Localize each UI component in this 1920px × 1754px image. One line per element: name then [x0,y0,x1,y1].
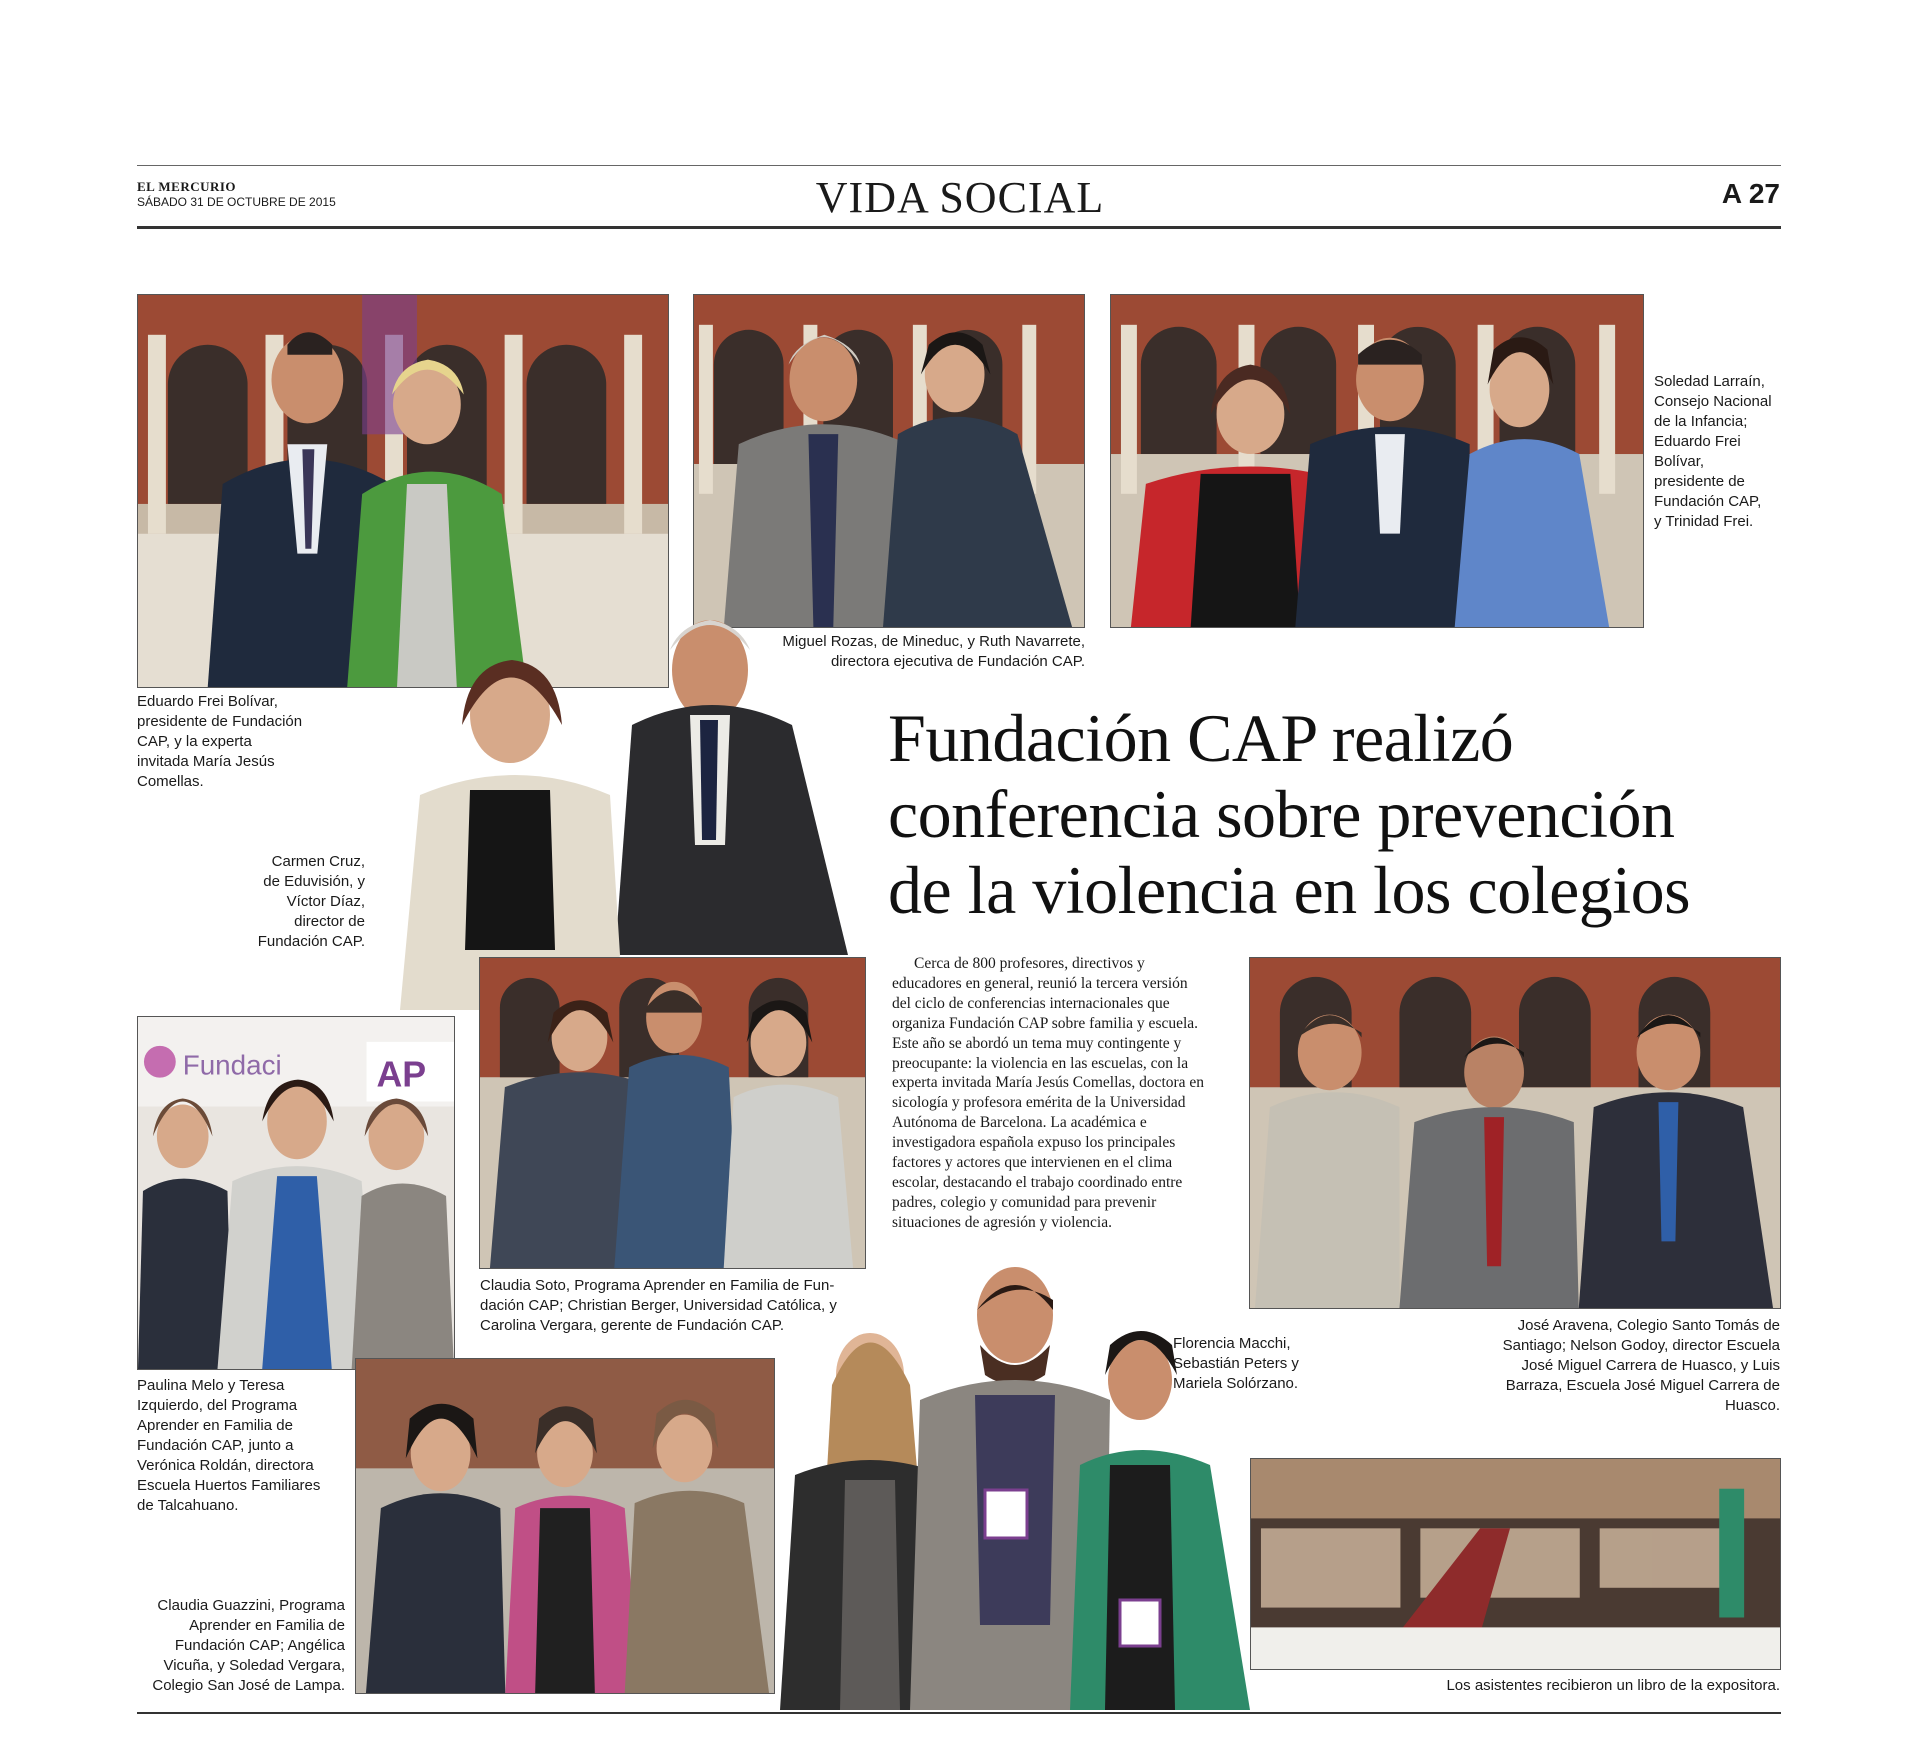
article-headline [888,700,1778,928]
caption-line: Verónica Roldán, directora [137,1457,314,1474]
caption-line: Soledad Larraín, [1654,373,1765,390]
caption-line: Eduardo Frei [1654,433,1741,450]
page-number: A 27 [1721,178,1780,209]
headline-line: de la violencia en los colegios [888,852,1691,928]
caption-line: de Eduvisión, y [263,873,365,890]
caption-guazzini-vicuna [137,1596,345,1696]
caption-line: Mariela Solórzano. [1173,1375,1299,1392]
caption-line: Comellas. [137,773,204,790]
banner-fragment-left: Fundaci [182,1049,282,1081]
caption-line: Aprender en Familia de [137,1417,293,1434]
photo-soto-berger [479,957,866,1269]
caption-line: de Talcahuano. [137,1497,239,1514]
caption-line: Claudia Guazzini, Programa [157,1597,345,1614]
caption-line: Izquierdo, del Programa [137,1397,298,1414]
caption-line: Eduardo Frei Bolívar, [137,693,278,710]
caption-line: Huasco. [1724,1397,1780,1414]
caption-macchi-peters [1173,1334,1333,1394]
headline-line: conferencia sobre prevención [888,776,1675,852]
caption-line: Santiago; Nelson Godoy, director Escuela [1502,1337,1780,1354]
caption-line: Claudia Soto, Programa Aprender en Familia de Fun- [480,1277,835,1294]
caption-line: Fundación CAP; Angélica [174,1637,345,1654]
caption-cruz-diaz [220,852,365,952]
photo-auditorium [1250,1458,1781,1670]
caption-line: presidente de Fundación [137,713,303,730]
caption-line: Carolina Vergara, gerente de Fundación CAP. [480,1317,785,1334]
caption-line: de la Infancia; [1654,413,1748,430]
caption-line: CAP, y la experta [137,733,252,750]
caption-line: Miguel Rozas, de Mineduc, y Ruth Navarrete, [782,633,1085,650]
photo-aravena-godoy [1249,957,1781,1309]
caption-line: Víctor Díaz, [286,893,365,910]
photo-rozas-navarrete [693,294,1085,628]
caption-line: Bolívar, [1654,453,1705,470]
masthead-bottom-rule [137,226,1781,229]
caption-line: Escuela Huertos Familiares [137,1477,321,1494]
caption-line: Vicuña, y Soledad Vergara, [163,1657,345,1674]
caption-line: Barraza, Escuela José Miguel Carrera de [1505,1377,1780,1394]
caption-line: dación CAP; Christian Berger, Universidad Católica, y [480,1297,837,1314]
caption-line: Fundación CAP. [257,933,365,950]
caption-asistentes [1250,1676,1780,1696]
article-body: Cerca de 800 profesores, directivos y educadores en general, reunió la tercera versión del ciclo de conferencias internacionales que organiza Fundación CAP sobre familia y escuela. Este año se abordó un tema muy contingente y preocupante: la violencia en las escuelas, con la experta invitada María Jesús Comellas, doctora en sicología y profesora emérita de la Universidad Autónoma de Barcelona. La académica e investigadora española expuso los principales factores y actores que intervienen en el clima escolar, destacando el trabajo coordinado entre padres, colegio y comunidad para prevenir situaciones de agresión y violencia. [892,955,1205,1231]
caption-frei-comellas [137,692,337,792]
caption-line: invitada María Jesús [137,753,275,770]
photo-larrain-frei [1110,294,1644,628]
caption-line: Fundación CAP, junto a [137,1437,294,1454]
caption-aravena-godoy [1400,1316,1780,1416]
newspaper-name: EL MERCURIO [137,179,237,194]
photo-guazzini-vicuna [355,1358,775,1694]
caption-line: Sebastián Peters y [1173,1355,1299,1372]
caption-line: Los asistentes recibieron un libro de la expositora. [1446,1677,1780,1694]
banner-fragment-right: AP [376,1054,427,1095]
footer-rule [137,1712,1781,1714]
caption-line: Colegio San José de Lampa. [152,1677,345,1694]
caption-line: Florencia Macchi, [1173,1335,1291,1352]
section-title: VIDA SOCIAL [815,173,1105,222]
caption-line: José Miguel Carrera de Huasco, y Luis [1521,1357,1780,1374]
cutout-macchi-peters [780,1265,1280,1710]
photo-melo-izquierdo [137,1016,455,1370]
caption-larrain-frei [1654,372,1794,532]
masthead-top-rule [137,165,1781,166]
caption-line: Aprender en Familia de [189,1617,345,1634]
caption-line: Fundación CAP, [1654,493,1762,510]
caption-line: Carmen Cruz, [271,853,365,870]
caption-melo-izquierdo [137,1376,377,1516]
caption-line: presidente de [1654,473,1745,490]
caption-line: y Trinidad Frei. [1654,513,1754,530]
issue-date: SÁBADO 31 DE OCTUBRE DE 2015 [137,195,336,209]
caption-line: directora ejecutiva de Fundación CAP. [830,653,1085,670]
headline-line: Fundación CAP realizó [888,700,1514,776]
caption-line: José Aravena, Colegio Santo Tomás de [1517,1317,1780,1334]
caption-line: Consejo Nacional [1654,393,1772,410]
caption-line: Paulina Melo y Teresa [137,1377,285,1394]
cutout-cruz-diaz [370,610,860,1010]
caption-line: director de [294,913,365,930]
